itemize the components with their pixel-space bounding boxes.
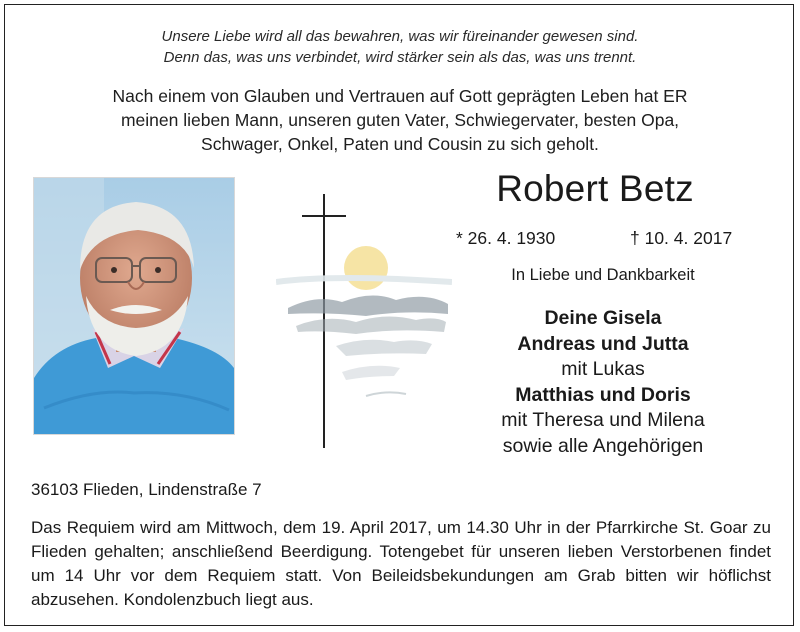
family-line-6: sowie alle Angehörigen xyxy=(502,434,704,457)
landscape-illustration xyxy=(276,246,452,396)
mourning-line: In Liebe und Dankbarkeit xyxy=(511,266,695,284)
quote-line-1: Unsere Liebe wird all das bewahren, was wir füreinander gewesen sind. xyxy=(161,28,639,45)
portrait-photo xyxy=(34,178,234,434)
intro-line-2: meinen lieben Mann, unseren guten Vater, Schwiegervater, besten Opa, xyxy=(120,110,680,130)
birth-date: * 26. 4. 1930 xyxy=(456,228,556,248)
intro-line-3: Schwager, Onkel, Paten und Cousin zu sich geholt. xyxy=(201,134,599,154)
family-line-1: Deine Gisela xyxy=(544,307,662,329)
death-date: † 10. 4. 2017 xyxy=(630,228,733,248)
family-list xyxy=(446,306,760,459)
quote-verse xyxy=(0,26,800,68)
deceased-name: Robert Betz xyxy=(496,168,694,209)
intro-text xyxy=(0,84,800,156)
family-line-2: Andreas und Jutta xyxy=(517,332,689,355)
family-line-5: mit Theresa und Milena xyxy=(501,409,705,431)
funeral-notice-text: Das Requiem wird am Mittwoch, dem 19. April 2017, um 14.30 Uhr in der Pfarrkirche St. Goar zu Flieden gehalten; anschließend Beerdigung. Totengebet für unseren lieben Verstorbenen findet um 14 Uhr vor dem Requiem statt. Von Beileidsbekundungen am Grab bitten wir höflichst abzusehen. Kondolenzbuch liegt aus. xyxy=(31,518,771,609)
cross-landscape-art xyxy=(276,186,452,456)
family-line-4: Matthias und Doris xyxy=(515,383,691,406)
family-line-3: mit Lukas xyxy=(561,358,645,380)
quote-line-2: Denn das, was uns verbindet, wird stärker sein als das, was uns trennt. xyxy=(163,49,637,66)
address: 36103 Flieden, Lindenstraße 7 xyxy=(31,480,262,499)
intro-line-1: Nach einem von Glauben und Vertrauen auf Gott geprägten Leben hat ER xyxy=(112,86,688,106)
